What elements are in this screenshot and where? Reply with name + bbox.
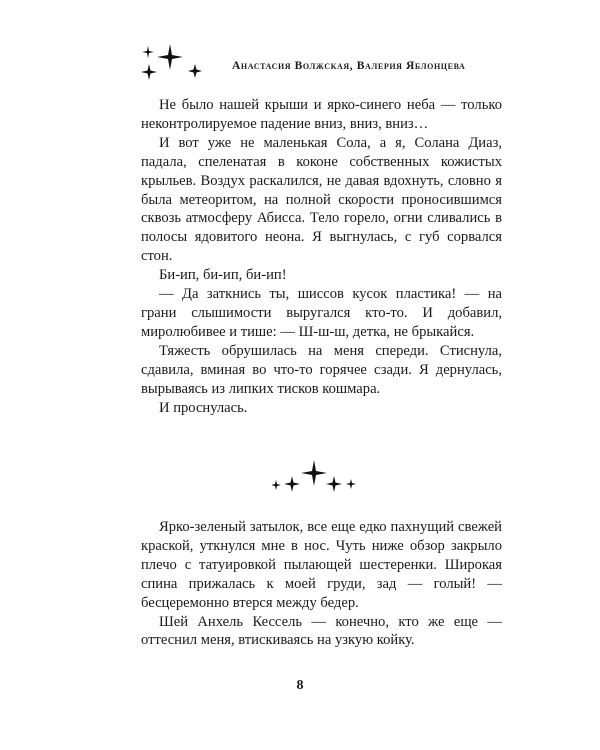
running-header — [140, 44, 510, 84]
header-authors: Анастасия Волжская, Валерия Яблонцева — [232, 60, 466, 72]
paragraph: Шей Анхель Кессель — конечно, кто же еще — оттеснил меня, втискиваясь на узкую койку. — [141, 613, 502, 649]
page-number: 8 — [296, 678, 304, 693]
four-point-stars-icon — [140, 44, 220, 84]
text-block-2 — [141, 518, 502, 650]
paragraph: И вот уже не маленькая Сола, а я, Солана Диаз, падала, спеленатая в коконе собственных кожистых крыльев. Воздух раскалился, не давая вдохнуть, словно я была метеоритом, на полной скорости проносившимся сквозь атмосферу Абисса. Тело горело, огни сливались в полосы ядовитого неона. Я выгнулась, с губ сорвался стон. — [141, 134, 502, 265]
paragraph: — Да заткнись ты, шиссов кусок пластика! — на грани слышимости выругался кто-то. И добавил, миролюбивее и тише: — Ш-ш-ш, детка, не брыкайся. — [141, 286, 502, 340]
paragraph: Би-ип, би-ип, би-ип! — [159, 267, 287, 284]
scene-break-stars-icon — [272, 460, 356, 494]
paragraph: Не было нашей крыши и ярко-синего неба — только неконтролируемое падение вниз, вниз, вниз… — [141, 97, 502, 132]
text-block-1 — [141, 96, 502, 417]
paragraph: Ярко-зеленый затылок, все еще едко пахнущий свежей краской, уткнулся мне в нос. Чуть ниже обзор закрыло плечо с татуировкой пылающей шестеренки. Широкая спина прижалась к моей груди, зад — голый! — бесцеремонно втерся между бедер. — [141, 519, 502, 611]
paragraph: И проснулась. — [159, 399, 248, 416]
paragraph: Тяжесть обрушилась на меня спереди. Стиснула, сдавила, вминая во что-то горячее сзади. Я дернулась, вырываясь из липких тисков кошмара. — [141, 342, 502, 397]
